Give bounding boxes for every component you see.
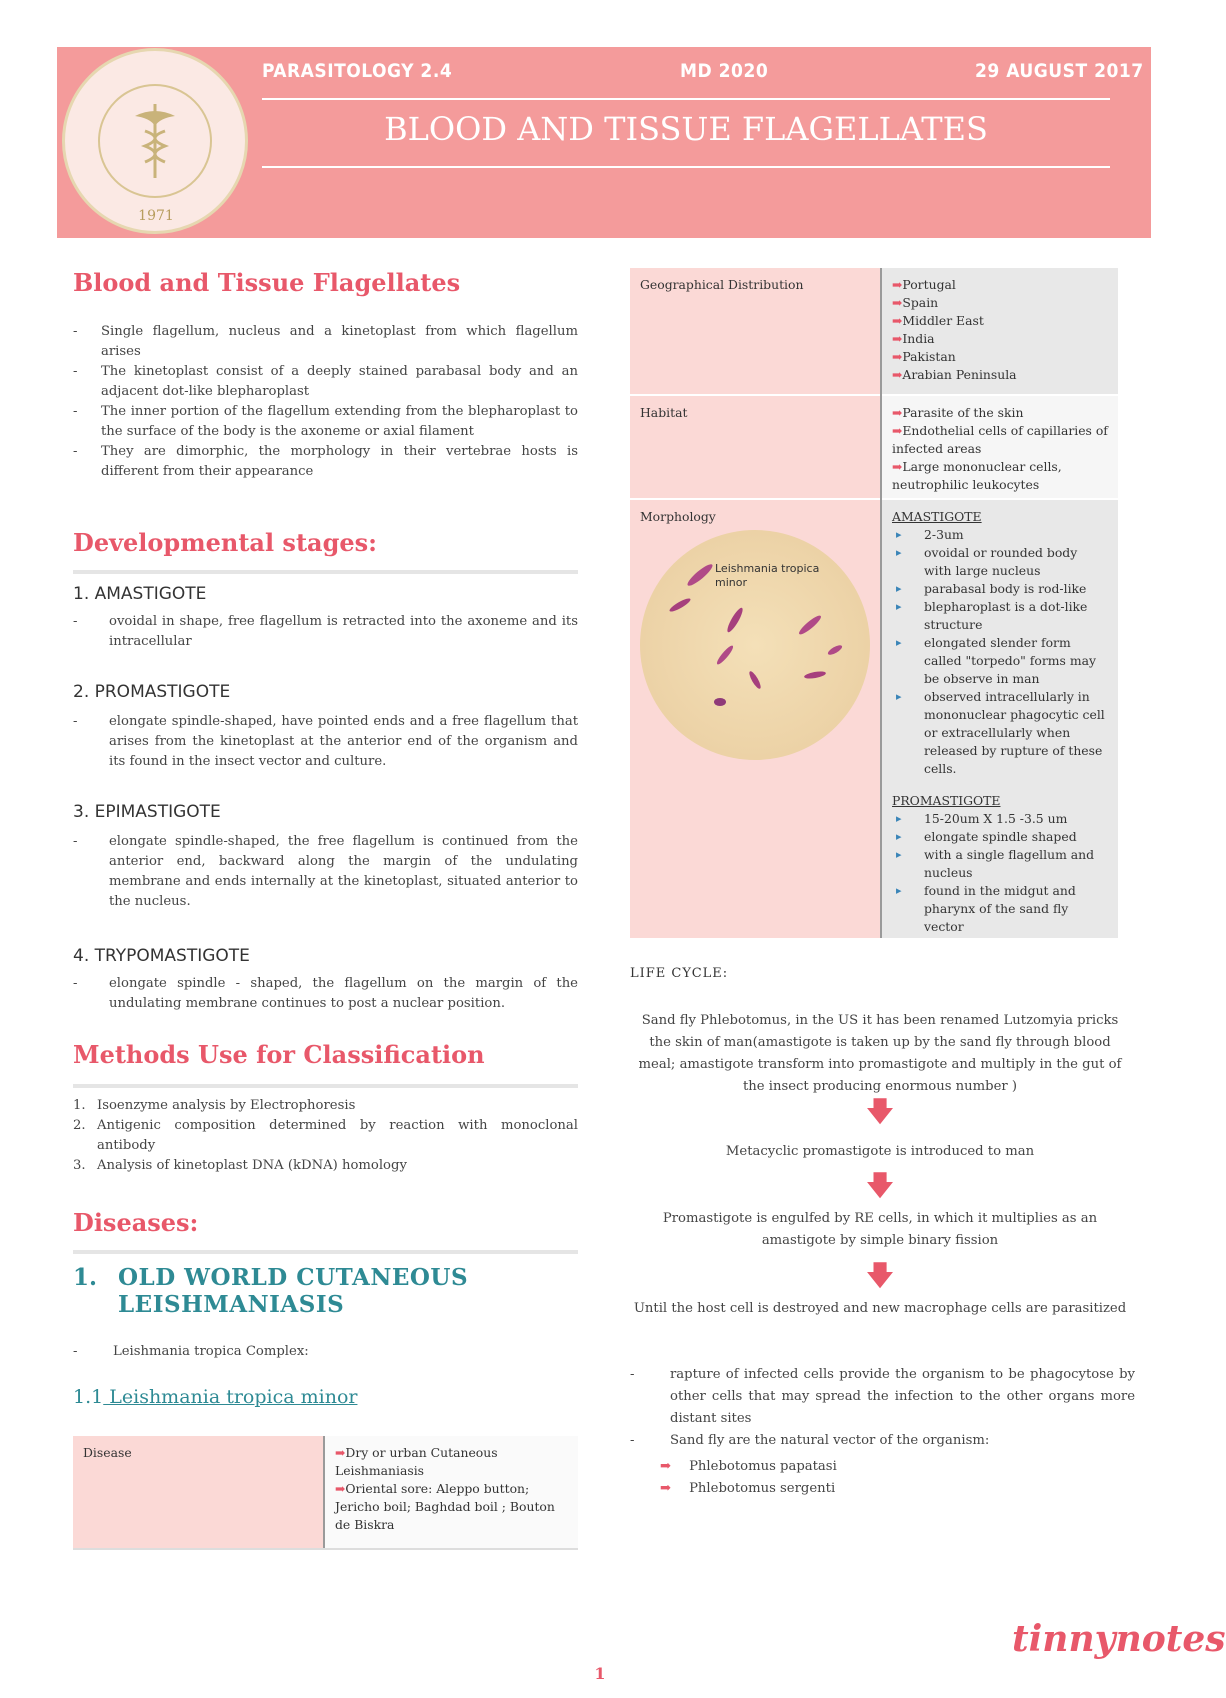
geo-item: ➡Portugal <box>892 277 956 292</box>
disease-table-values <box>325 1436 578 1548</box>
geo-item: ➡Spain <box>892 295 939 310</box>
arrow-right-icon: ➡ <box>892 405 903 420</box>
list-item: - The kinetoplast consist of a deeply stained parabasal body and an adjacent dot-like blepharoplast <box>73 362 578 402</box>
stage-desc <box>73 612 578 652</box>
list-item: ▸ with a single flagellum and nucleus <box>892 846 1108 882</box>
table-value: ➡Oriental sore: Aleppo button; Jericho boil; Baghdad boil ; Bouton de Biskra <box>335 1481 555 1532</box>
diseases-heading: Diseases: <box>73 1208 199 1237</box>
geo-item: ➡India <box>892 331 935 346</box>
habitat-values <box>882 396 1118 498</box>
life-cycle-heading: LIFE CYCLE: <box>630 966 729 981</box>
disease-number: 1. <box>73 1264 98 1291</box>
stage-title: 1. AMASTIGOTE <box>73 584 207 604</box>
list-item: 1. Isoenzyme analysis by Electrophoresis <box>73 1098 356 1113</box>
list-item: - rapture of infected cells provide the organism to be phagocytose by other cells that may spread the infection to the other organs more distant sites <box>630 1364 1135 1430</box>
arrow-right-icon: ➡ <box>335 1481 346 1496</box>
arrow-right-icon: ➡ <box>892 367 903 382</box>
arrow-right-icon: ➡ <box>892 423 903 438</box>
intro-list <box>73 322 578 482</box>
arrow-down-icon: 🡇 <box>865 1169 895 1202</box>
arrow-right-icon: ➡ <box>660 1459 672 1474</box>
geo-item: ➡Pakistan <box>892 349 956 364</box>
geo-label: Geographical Distribution <box>630 268 880 394</box>
disease-table-label: Disease <box>73 1436 323 1548</box>
life-cycle-step: Metacyclic promastigote is introduced to man <box>725 1144 1035 1159</box>
subsection-title: 1.1 Leishmania tropica minor <box>73 1386 358 1408</box>
list-item: - ovoidal in shape, free flagellum is retracted into the axoneme and its intracellular <box>73 612 578 652</box>
header-rule-bottom <box>262 166 1110 168</box>
morphology-label: Morphology <box>630 500 880 938</box>
date-label: 29 AUGUST 2017 <box>975 60 1144 82</box>
life-cycle-step: Promastigote is engulfed by RE cells, in which it multiplies as an amastigote by simple binary fission <box>662 1211 1098 1248</box>
promastigote-heading: PROMASTIGOTE <box>892 793 1001 808</box>
list-item: ➡ Phlebotomus sergenti <box>660 1481 836 1496</box>
list-item: ▸ elongated slender form called "torpedo" forms may be observe in man <box>892 634 1108 688</box>
image-caption: Leishmania tropica minor <box>715 562 820 589</box>
methods-heading: Methods Use for Classification <box>73 1040 485 1069</box>
list-item: ▸ blepharoplast is a dot-like structure <box>892 598 1108 634</box>
life-cycle-step: Sand fly Phlebotomus, in the US it has been renamed Lutzomyia pricks the skin of man(amastigote is taken up by the sand fly through blood meal; amastigote transform into promastigote and multiply in the gut of the insect producing enormous number ) <box>638 1013 1122 1094</box>
stage-title: 4. TRYPOMASTIGOTE <box>73 946 250 966</box>
arrow-down-icon: 🡇 <box>865 1095 895 1128</box>
list-item: - The inner portion of the flagellum extending from the blepharoplast to the surface of the body is the axoneme or axial filament <box>73 402 578 442</box>
habitat-item: ➡Large mononuclear cells, neutrophilic leukocytes <box>892 459 1062 492</box>
promastigote-list <box>892 810 1108 936</box>
arrow-right-icon: ➡ <box>892 349 903 364</box>
stage-title: 3. EPIMASTIGOTE <box>73 802 221 822</box>
list-item: - Sand fly are the natural vector of the organism: <box>630 1430 1135 1452</box>
list-item: ▸ found in the midgut and pharynx of the sand fly vector <box>892 882 1108 936</box>
habitat-label: Habitat <box>630 396 880 498</box>
seal-caduceus-icon <box>98 84 212 198</box>
methods-list <box>73 1096 578 1176</box>
stages-heading: Developmental stages: <box>73 528 377 557</box>
diseases-rule <box>73 1250 578 1254</box>
list-item: - elongate spindle-shaped, the free flagellum is continued from the anterior end, backward along the margin of the undulating membrane and ends internally at the kinetoplast, situated anterior to the nucleus. <box>73 832 578 912</box>
amastigote-heading: AMASTIGOTE <box>892 509 982 524</box>
page-title: BLOOD AND TISSUE FLAGELLATES <box>384 110 988 148</box>
list-item: - Leishmania tropica Complex: <box>73 1342 578 1362</box>
habitat-item: ➡Endothelial cells of capillaries of infected areas <box>892 423 1108 456</box>
list-item: ▸ 2-3um <box>892 526 1108 544</box>
complex-list <box>73 1342 578 1362</box>
list-item: - They are dimorphic, the morphology in their vertebrae hosts is different from their appearance <box>73 442 578 482</box>
list-item: 2. Antigenic composition determined by reaction with monoclonal antibody <box>73 1118 578 1153</box>
stage-desc <box>73 974 578 1014</box>
amastigote-list <box>892 526 1108 778</box>
watermark-logo: tinnynotes <box>1012 1618 1226 1660</box>
stages-rule <box>73 570 578 574</box>
table-value: ➡Dry or urban Cutaneous Leishmaniasis <box>335 1445 498 1478</box>
list-item: - Single flagellum, nucleus and a kinetoplast from which flagellum arises <box>73 322 578 362</box>
arrow-right-icon: ➡ <box>892 313 903 328</box>
arrow-right-icon: ➡ <box>892 277 903 292</box>
stage-desc <box>73 712 578 772</box>
arrow-right-icon: ➡ <box>660 1481 672 1496</box>
methods-rule <box>73 1084 578 1088</box>
list-item: - elongate spindle-shaped, have pointed ends and a free flagellum that arises from the kinetoplast at the anterior end of the organism and its found in the insect vector and culture. <box>73 712 578 772</box>
arrow-right-icon: ➡ <box>335 1445 346 1460</box>
list-item: ➡ Phlebotomus papatasi <box>660 1459 837 1474</box>
geo-item: ➡Arabian Peninsula <box>892 367 1017 382</box>
life-cycle-notes <box>630 1364 1135 1452</box>
list-item: ▸ 15-20um X 1.5 -3.5 um <box>892 810 1108 828</box>
arrow-right-icon: ➡ <box>892 331 903 346</box>
header-rule-top <box>262 98 1110 100</box>
life-cycle-step: Until the host cell is destroyed and new macrophage cells are parasitized <box>633 1301 1127 1316</box>
batch-label: MD 2020 <box>680 60 769 82</box>
geo-item: ➡Middler East <box>892 313 984 328</box>
morphology-details <box>882 500 1118 938</box>
habitat-item: ➡Parasite of the skin <box>892 405 1024 420</box>
seal-year: 1971 <box>138 208 174 224</box>
disease-title-line2: LEISHMANIASIS <box>118 1291 345 1318</box>
list-item: ▸ observed intracellularly in mononuclear phagocytic cell or extracellularly when released by rupture of these cells. <box>892 688 1108 778</box>
stage-title: 2. PROMASTIGOTE <box>73 682 231 702</box>
list-item: 3. Analysis of kinetoplast DNA (kDNA) homology <box>73 1158 407 1173</box>
arrow-right-icon: ➡ <box>892 295 903 310</box>
list-item: ▸ elongate spindle shaped <box>892 828 1108 846</box>
page-number: 1 <box>594 1664 606 1683</box>
intro-heading: Blood and Tissue Flagellates <box>73 268 461 297</box>
list-item: ▸ ovoidal or rounded body with large nucleus <box>892 544 1108 580</box>
arrow-right-icon: ➡ <box>892 459 903 474</box>
list-item: ▸ parabasal body is rod-like <box>892 580 1108 598</box>
arrow-down-icon: 🡇 <box>865 1259 895 1292</box>
vector-list <box>660 1456 837 1500</box>
list-item: - elongate spindle - shaped, the flagellum on the margin of the undulating membrane continues to post a nuclear position. <box>73 974 578 1014</box>
course-code: PARASITOLOGY 2.4 <box>262 60 453 82</box>
geo-values <box>882 268 1118 394</box>
stage-desc <box>73 832 578 912</box>
table-bottom-rule <box>73 1548 578 1550</box>
disease-title-line1: OLD WORLD CUTANEOUS <box>118 1264 469 1291</box>
